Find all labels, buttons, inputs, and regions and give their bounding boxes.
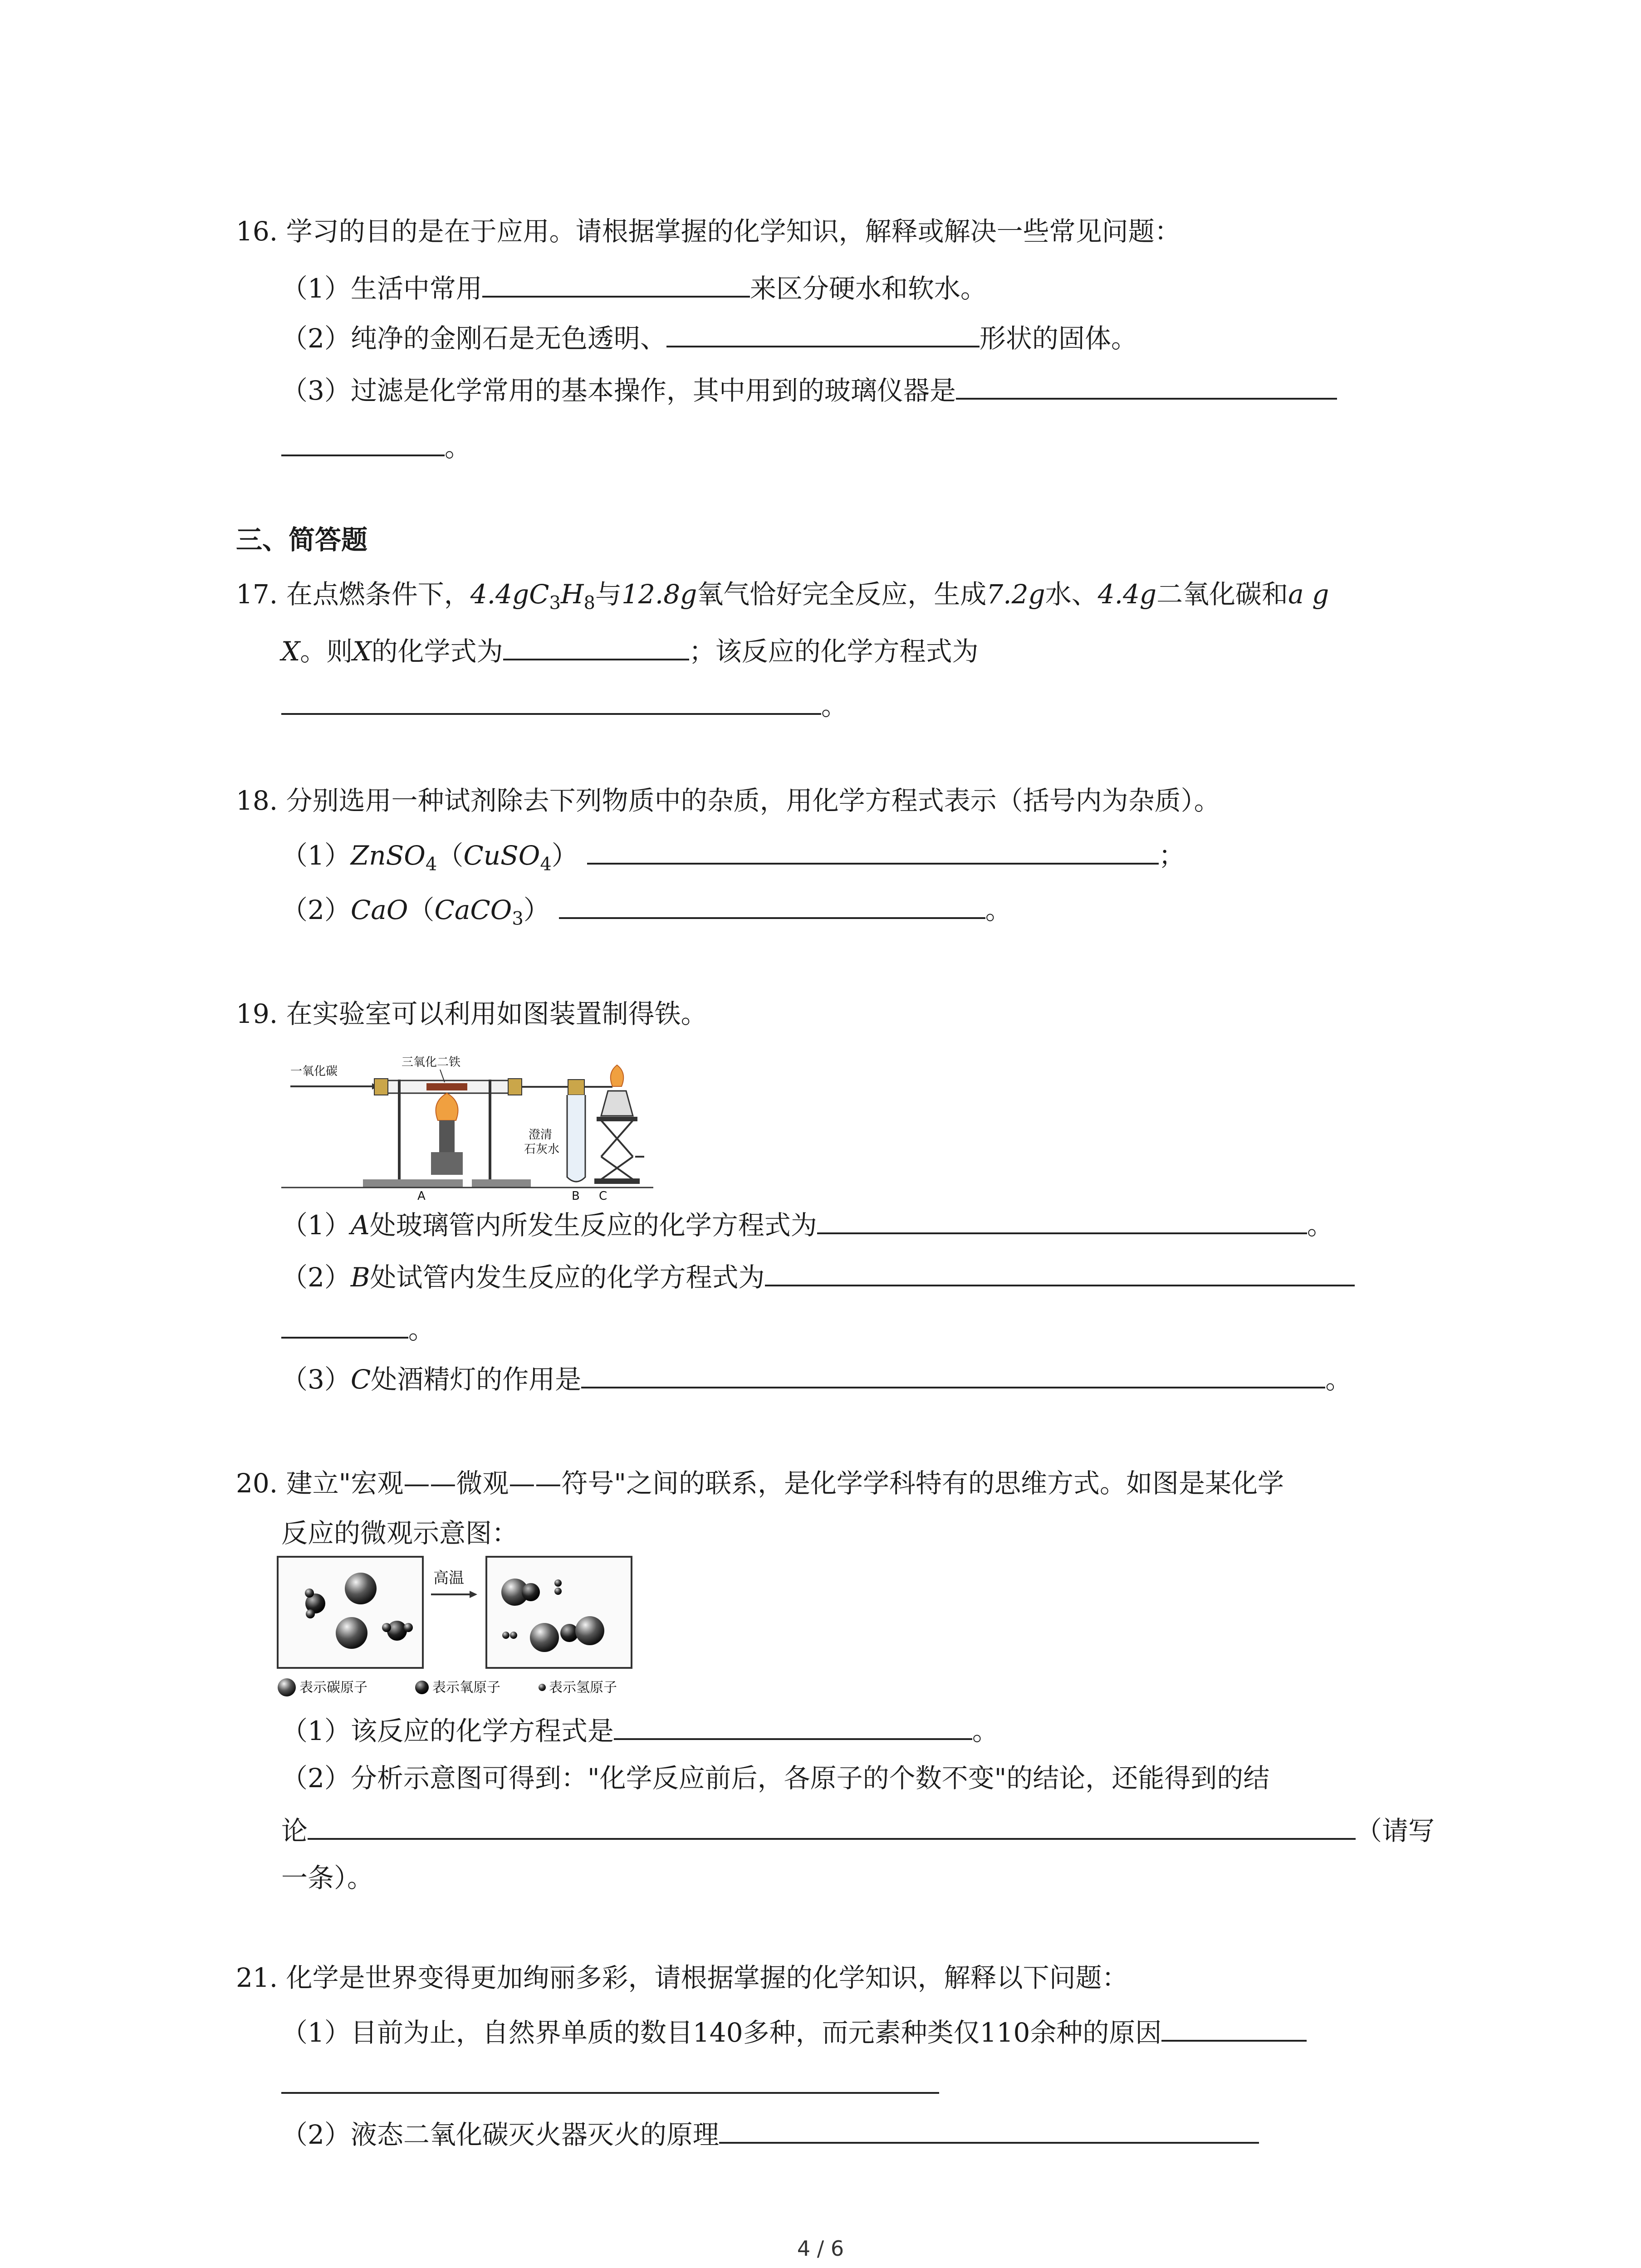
q17-line2: [281, 631, 979, 670]
q21-part2-blank[interactable]: [719, 2114, 1259, 2144]
q19-part3: [281, 1359, 1352, 1398]
b-stopper: [568, 1080, 584, 1095]
q18-part1: [281, 835, 1185, 874]
q18-part1-impurity-sub: 4: [540, 854, 552, 875]
q16-part1-prefix: （1）生活中常用: [281, 273, 482, 304]
q21-part1: [281, 2012, 1307, 2051]
q18-part2-impurity: CaCO: [434, 894, 512, 925]
q20-stem-line1: 20. 建立"宏观——微观——符号"之间的联系，是化学学科特有的思维方式。如图是某化学: [236, 1468, 1284, 1499]
stand-base-b: [472, 1179, 531, 1188]
stopper-right: [508, 1079, 522, 1095]
arrow-label: 高温: [433, 1569, 464, 1587]
q19-part3-blank[interactable]: [581, 1359, 1325, 1388]
q19-stem: 19. 在实验室可以利用如图装置制得铁。: [236, 998, 707, 1029]
product-co-2-carbon: [530, 1623, 559, 1652]
q17-mass-2: 12.8g: [621, 579, 697, 610]
q19-part2-text: 处试管内发生反应的化学方程式为: [370, 1262, 765, 1293]
q20-part1-blank[interactable]: [614, 1710, 972, 1740]
q16-part1: [281, 268, 987, 307]
q18-stem: 18. 分别选用一种试剂除去下列物质中的杂质，用化学方程式表示（括号内为杂质）。: [236, 785, 1220, 816]
q17-text-2: 与: [595, 579, 622, 610]
product-co-2-carbon-b: [575, 1616, 604, 1645]
q19-part2-cont: [281, 1309, 435, 1348]
q17-mass-5: a g: [1288, 579, 1329, 610]
stand-base-a: [363, 1179, 463, 1188]
legend-carbon-icon: [278, 1678, 296, 1696]
q18-part2-impurity-sub: 3: [512, 908, 524, 929]
section-title: 三、简答题: [236, 524, 368, 555]
q16-part3-end: 。: [445, 432, 471, 463]
q17-line3: [281, 685, 847, 724]
limewater-label-1: 澄清: [529, 1128, 553, 1142]
label-c: C: [599, 1189, 607, 1202]
q19-part2-blank-2[interactable]: [281, 1309, 408, 1339]
q17-x-2: X: [353, 636, 372, 667]
q17-number: 17.: [236, 579, 278, 610]
product-h2-1-a: [554, 1579, 562, 1587]
limewater-label-2: 石灰水: [524, 1143, 560, 1156]
q21-part1-number-1: 140: [692, 2017, 743, 2048]
q17-end: 。: [821, 690, 848, 721]
q18-part2-main: CaO: [350, 894, 408, 925]
fe2o3-powder: [426, 1083, 467, 1090]
q16-part3-blank-2[interactable]: [281, 426, 445, 456]
q17-formula-c-sub: 3: [549, 592, 561, 614]
q19-part3-end: 。: [1325, 1364, 1352, 1395]
q17-equation-blank[interactable]: [281, 685, 821, 715]
q20-part2-line2: [281, 1810, 1435, 1849]
q17-text-4: 水、: [1045, 579, 1098, 610]
q16-part1-blank[interactable]: [482, 268, 750, 298]
co-label: 一氧化碳: [290, 1065, 338, 1078]
q18-part2: [281, 889, 1012, 928]
products-box: [486, 1557, 632, 1668]
q16-part3-blank[interactable]: [956, 370, 1337, 400]
q18-part1-end: ；: [1158, 840, 1185, 871]
q16-part3-cont: [281, 426, 471, 465]
q21-part1-text-2: 多种，而元素种类仅: [743, 2017, 980, 2048]
test-tube-b: [567, 1095, 585, 1182]
legend-oxygen-icon: [415, 1681, 429, 1694]
q16-part3-prefix: （3）过滤是化学常用的基本操作，其中用到的玻璃仪器是: [281, 375, 956, 406]
q20-part2-line3: 一条）。: [281, 1862, 374, 1893]
q19-part1-text: 处玻璃管内所发生反应的化学方程式为: [369, 1210, 817, 1241]
product-co-1-oxygen: [522, 1583, 540, 1601]
q19-part2-end: 。: [408, 1314, 435, 1345]
burner-base: [431, 1152, 463, 1175]
q20-stem-line2: 反应的微观示意图：: [281, 1518, 519, 1549]
q18-part2-end: 。: [985, 894, 1012, 925]
reactant-water-2-h1: [382, 1623, 391, 1632]
lift-top: [597, 1117, 637, 1121]
q19-part2-letter: B: [350, 1262, 370, 1293]
q20-part2-line1: （2）分析示意图可得到："化学反应前后，各原子的个数不变"的结论，还能得到的结: [281, 1763, 1270, 1794]
q17-formula-c: C: [529, 579, 549, 610]
q16-part2-suffix: 形状的固体。: [979, 323, 1137, 354]
q18-part2-open: （: [408, 894, 435, 925]
q17-x: X: [281, 636, 300, 667]
q21-part1-number-2: 110: [980, 2017, 1030, 2048]
q17-formula-h: H: [560, 579, 584, 610]
product-h2-2-a: [502, 1632, 509, 1639]
product-h2-1-b: [554, 1588, 562, 1595]
q20-part1-end: 。: [972, 1716, 999, 1746]
q21-stem: 21. 化学是世界变得更加绚丽多彩，请根据掌握的化学知识，解释以下问题：: [236, 1962, 1128, 1993]
q21-part2: [281, 2114, 1259, 2153]
label-a: A: [417, 1189, 426, 1202]
legend-hydrogen-icon: [539, 1684, 546, 1691]
legend-oxygen-label: 表示氧原子: [432, 1680, 500, 1696]
q16-part2-prefix: （2）纯净的金刚石是无色透明、: [281, 323, 666, 354]
q19-part1: [281, 1204, 1333, 1243]
reactant-water-1-h1: [305, 1589, 314, 1598]
lift-bottom: [594, 1178, 640, 1184]
q16-part1-suffix: 来区分硬水和软水。: [749, 273, 987, 304]
reaction-arrow-icon: [470, 1591, 477, 1598]
q19-part1-prefix: （1）: [281, 1210, 351, 1241]
q18-part1-close: ）: [551, 840, 578, 871]
q21-part1-blank-2[interactable]: [281, 2064, 939, 2094]
q18-part1-main: ZnSO: [350, 840, 426, 871]
q17-text-3: 氧气恰好完全反应，生成: [697, 579, 987, 610]
q16-stem: 16. 学习的目的是在于应用。请根据掌握的化学知识，解释或解决一些常见问题：: [236, 216, 1181, 247]
q20-part1-prefix: （1）该反应的化学方程式是: [281, 1716, 614, 1746]
q17-text-7: 的化学式为: [371, 636, 503, 667]
q17-text-8: ；该反应的化学方程式为: [689, 636, 979, 667]
q17-text-5: 二氧化碳和: [1156, 579, 1288, 610]
q18-part1-open: （: [437, 840, 464, 871]
q18-part1-prefix: （1）: [281, 840, 351, 871]
q18-part2-close: ）: [523, 894, 550, 925]
q16-part2-blank[interactable]: [666, 318, 980, 347]
legend-hydrogen-label: 表示氢原子: [549, 1680, 617, 1696]
q18-part1-impurity: CuSO: [463, 840, 540, 871]
q16-part2: [281, 318, 1137, 357]
reactant-carbon-2: [336, 1617, 367, 1649]
reactants-box: [278, 1557, 423, 1668]
q21-part1-blank[interactable]: [1161, 2012, 1307, 2042]
q19-part2-prefix: （2）: [281, 1262, 351, 1293]
reactant-water-2-oxygen: [387, 1621, 407, 1641]
page-number: 4 / 6: [797, 2236, 844, 2261]
label-b: B: [572, 1189, 580, 1202]
q19-part1-blank[interactable]: [817, 1204, 1307, 1234]
q19-part1-end: 。: [1307, 1210, 1333, 1241]
q17-line1: [236, 576, 1329, 612]
q19-part3-prefix: （3）: [281, 1364, 351, 1395]
q17-mass-3: 7.2g: [986, 579, 1045, 610]
q17-formula-blank[interactable]: [503, 631, 689, 660]
q19-part2: [281, 1256, 1355, 1295]
q18-part1-blank[interactable]: [587, 835, 1159, 865]
q18-part2-blank[interactable]: [559, 889, 985, 919]
micro-reaction-figure: [277, 1556, 635, 1701]
q16-part3: [281, 370, 1337, 409]
product-h2-2-b: [510, 1632, 517, 1639]
q18-part1-main-sub: 4: [425, 854, 437, 875]
q19-part3-letter: C: [350, 1364, 371, 1395]
q20-part2-blank[interactable]: [308, 1810, 1356, 1840]
q17-text-1: 在点燃条件下，: [286, 579, 470, 610]
q17-mass-1: 4.4g: [470, 579, 529, 610]
q21-part1-text-3: 余种的原因: [1030, 2017, 1162, 2048]
reactant-water-2-h2: [404, 1623, 413, 1632]
stopper-left: [374, 1079, 388, 1095]
q21-part1-text-1: （1）目前为止，自然界单质的数目: [281, 2017, 693, 2048]
q17-formula-h-sub: 8: [583, 592, 595, 614]
co-reduction-apparatus-figure: [281, 1048, 653, 1202]
q19-part2-blank[interactable]: [765, 1256, 1355, 1286]
q21-part2-prefix: （2）液态二氧化碳灭火器灭火的原理: [281, 2119, 719, 2150]
q17-mass-4: 4.4g: [1097, 579, 1157, 610]
q17-text-6: 。则: [300, 636, 353, 667]
legend-carbon-label: 表示碳原子: [299, 1680, 367, 1696]
q19-part3-text: 处酒精灯的作用是: [371, 1364, 582, 1395]
q20-part1: [281, 1710, 999, 1749]
q18-part2-prefix: （2）: [281, 894, 351, 925]
burner-body: [439, 1120, 455, 1152]
reactant-carbon-1: [345, 1573, 377, 1604]
q19-part1-letter: A: [350, 1210, 370, 1241]
q20-part2-suffix: （请写: [1356, 1815, 1435, 1846]
reactant-water-1-h2: [306, 1609, 315, 1618]
fe2o3-label: 三氧化二铁: [402, 1056, 461, 1069]
q21-part1-cont: [281, 2064, 939, 2103]
q20-part2-prefix: 论: [281, 1815, 308, 1846]
